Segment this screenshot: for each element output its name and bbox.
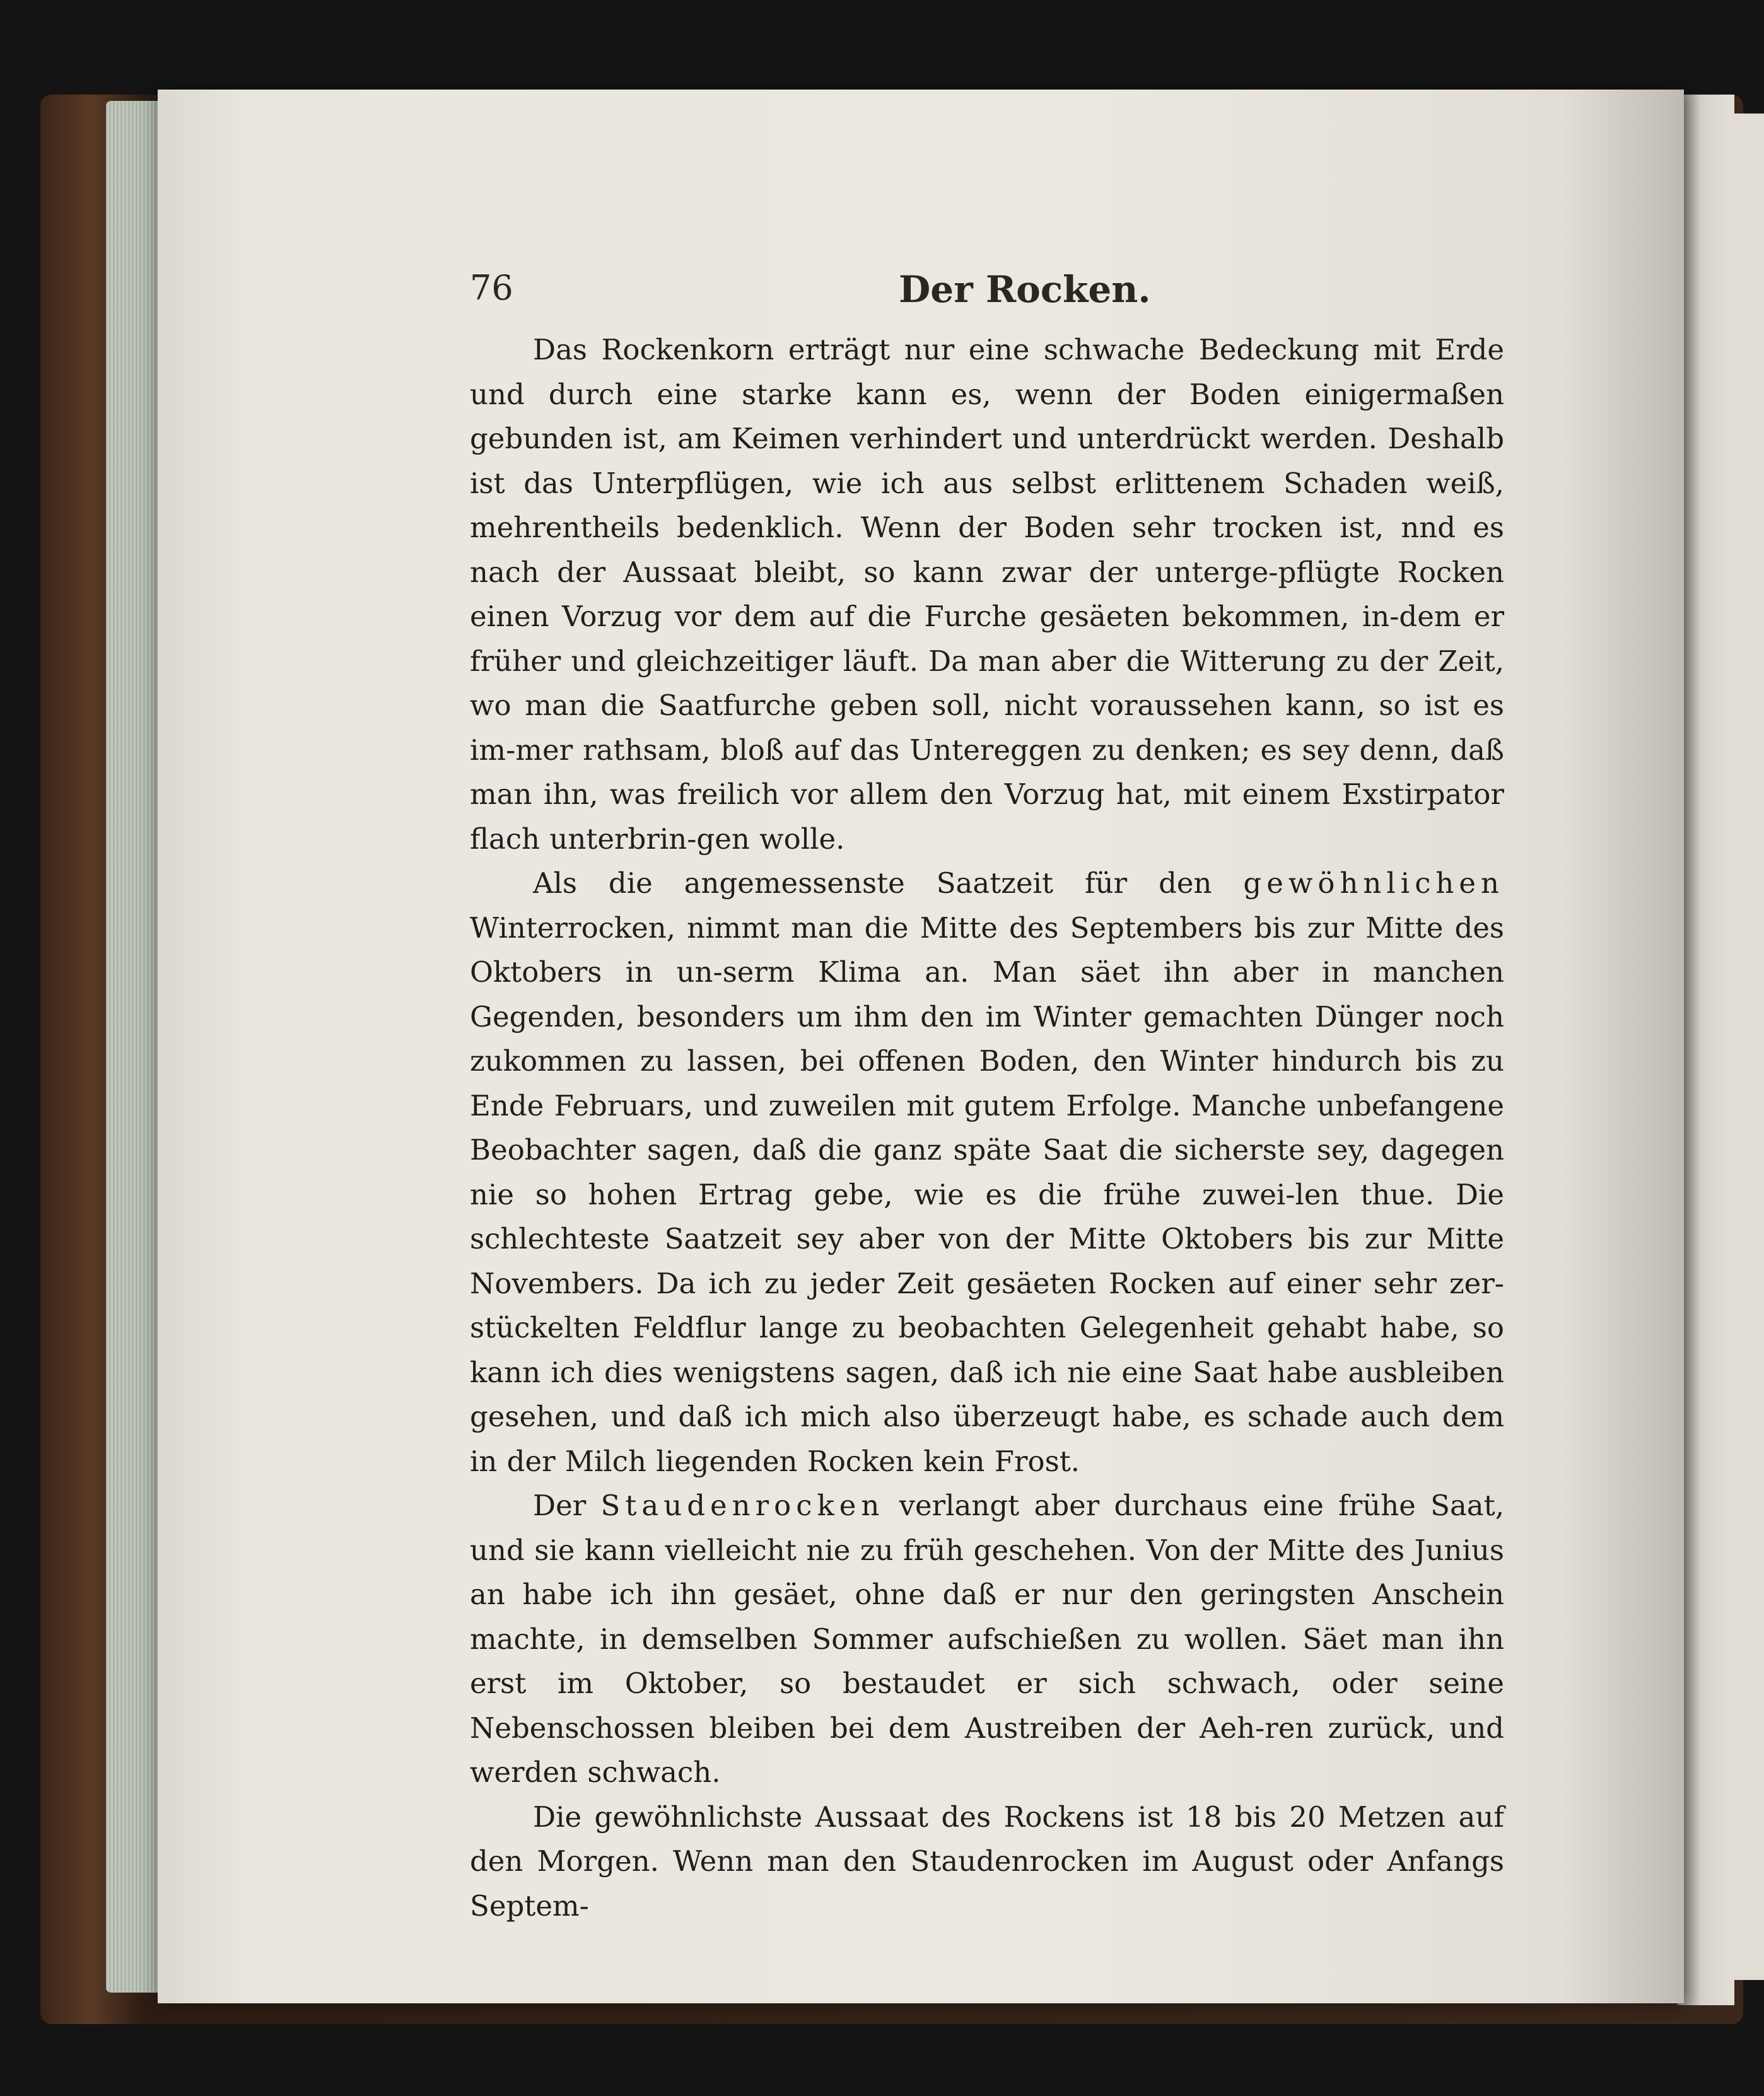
paragraph-2 [470, 861, 1504, 1484]
paragraph-3-lead: Der [533, 1489, 601, 1522]
facing-page-edge [1728, 114, 1764, 1980]
paragraph-3 [470, 1484, 1504, 1795]
page-header [470, 268, 1510, 325]
paragraph-4: Die gewöhnlichste Aussaat des Rockens ist 18 bis 20 Metzen auf den Morgen. Wenn man den Staudenrocken im August oder Anfangs Septem- [470, 1800, 1504, 1923]
body-text [470, 328, 1504, 1928]
running-head: Der Rocken. [899, 268, 1151, 311]
paragraph-3-rest: verlangt aber durchaus eine frühe Saat, und sie kann vielleicht nie zu früh geschehen. Von der Mitte des Junius an habe ich ihn gesäet, ohne daß er nur den geringsten Anschein machte, in demselben Sommer aufschießen zu wollen. Säet man ihn erst im Oktober, so bestaudet er sich schwach, oder seine Nebenschossen bleiben bei dem Austreiben der Aeh-ren zurück, und werden schwach. [470, 1489, 1505, 1789]
page-number: 76 [470, 268, 513, 308]
paragraph-3-spaced: Staudenrocken [600, 1489, 885, 1522]
paragraph-2-spaced: gewöhnlichen [1243, 866, 1504, 900]
paragraph-1: Das Rockenkorn erträgt nur eine schwache Bedeckung mit Erde und durch eine starke kann es, wenn der Boden einigermaßen gebunden ist, am Keimen verhindert und unterdrückt werden. Deshalb ist das Unterpflügen, wie ich aus selbst erlittenem Schaden weiß, mehrentheils bedenklich. Wenn der Boden sehr trocken ist, nnd es nach der Aussaat bleibt, so kann zwar der unterge-pflügte Rocken einen Vorzug vor dem auf die Furche gesäeten bekommen, in-dem er früher und gleichzeitiger läuft. Da man aber die Witterung zu der Zeit, wo man die Saatfurche geben soll, nicht voraussehen kann, so ist es im-mer rathsam, bloß auf das Untereggen zu denken; es sey denn, daß man ihn, was freilich vor allem den Vorzug hat, mit einem Exstirpator flach unterbrin-gen wolle. [470, 333, 1504, 856]
paragraph-2-rest: Winterrocken, nimmt man die Mitte des Septembers bis zur Mitte des Oktobers in un-serm Klima an. Man säet ihn aber in manchen Gegenden, besonders um ihm den im Winter gemachten Dünger noch zukommen zu lassen, bei offenen Boden, den Winter hindurch bis zu Ende Februars, und zuweilen mit gutem Erfolge. Manche unbefangene Beobachter sagen, daß die ganz späte Saat die sicherste sey, dagegen nie so hohen Ertrag gebe, wie es die frühe zuwei-len thue. Die schlechteste Saatzeit sey aber von der Mitte Oktobers bis zur Mitte Novembers. Da ich zu jeder Zeit gesäeten Rocken auf einer sehr zer-stückelten Feldflur lange zu beobachten Gelegenheit gehabt habe, so kann ich dies wenigstens sagen, daß ich nie eine Saat habe ausbleiben gesehen, und daß ich mich also überzeugt habe, es schade auch dem in der Milch liegenden Rocken kein Frost. [470, 911, 1504, 1478]
book-gutter [1678, 95, 1734, 2005]
paragraph-2-lead: Als die angemessenste Saatzeit für den [533, 866, 1244, 900]
